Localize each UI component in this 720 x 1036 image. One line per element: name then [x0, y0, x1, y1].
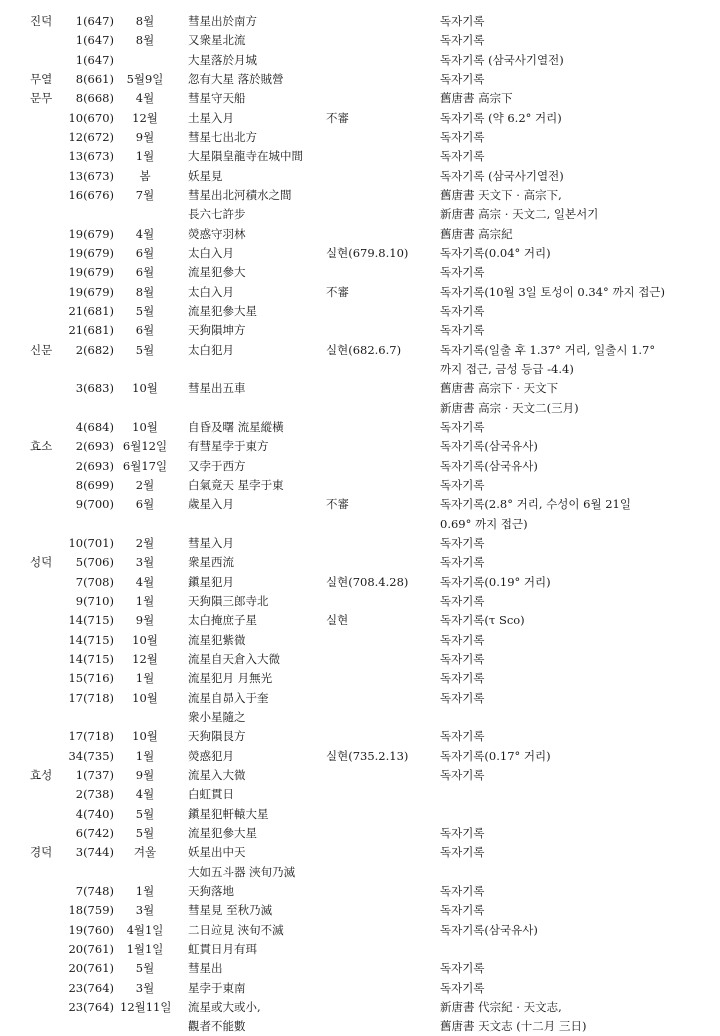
- table-row: [0, 225, 720, 244]
- king-cell: 무열: [30, 71, 53, 86]
- source-cell: 舊唐書 高宗下 · 天文下: [440, 381, 559, 396]
- year-cell: 15(716): [68, 671, 114, 686]
- verification-cell: 실현(679.8.10): [326, 245, 409, 260]
- event-cell: 衆小星隨之: [188, 709, 246, 724]
- table-row: [0, 51, 720, 70]
- table-row: [0, 128, 720, 147]
- source-cell: 新唐書 高宗 · 天文二, 일본서기: [440, 207, 599, 222]
- event-cell: 彗星守天船: [188, 91, 246, 106]
- event-cell: 鎭星犯軒轅大星: [188, 806, 269, 821]
- table-row: [0, 302, 720, 321]
- month-cell: 1월: [135, 593, 155, 608]
- month-cell: 5월: [135, 342, 155, 357]
- month-cell: 7월: [135, 187, 155, 202]
- source-cell: 독자기록(0.19° 거리): [440, 574, 551, 589]
- year-cell: 16(676): [68, 187, 114, 202]
- table-row: [0, 167, 720, 186]
- table-row: [0, 998, 720, 1017]
- month-cell: 3월: [135, 903, 155, 918]
- month-cell: 1월1일: [126, 941, 164, 956]
- event-cell: 流星犯參大星: [188, 825, 257, 840]
- year-cell: 13(673): [68, 168, 114, 183]
- month-cell: 4월: [135, 787, 155, 802]
- verification-cell: 不審: [326, 497, 349, 512]
- event-cell: 天狗隕艮方: [188, 729, 246, 744]
- event-cell: 熒惑犯月: [188, 748, 234, 763]
- event-cell: 彗星七出北方: [188, 129, 257, 144]
- verification-cell: 不審: [326, 284, 349, 299]
- event-cell: 太白掩庶子星: [188, 613, 257, 628]
- year-cell: 21(681): [68, 303, 114, 318]
- year-cell: 4(684): [75, 419, 114, 434]
- table-row: [0, 205, 720, 224]
- event-cell: 又衆星北流: [188, 33, 246, 48]
- year-cell: 9(700): [75, 497, 114, 512]
- month-cell: 6월: [135, 323, 155, 338]
- year-cell: 2(693): [75, 439, 114, 454]
- table-row: [0, 727, 720, 746]
- year-cell: 8(661): [75, 71, 114, 86]
- event-cell: 彗星出五車: [188, 381, 246, 396]
- king-cell: 성덕: [30, 555, 53, 570]
- event-cell: 自昏及曙 流星縱橫: [188, 419, 284, 434]
- event-cell: 彗星見 至秋乃滅: [188, 903, 273, 918]
- table-row: [0, 534, 720, 553]
- event-cell: 天狗隕三郎寺北: [188, 593, 269, 608]
- king-cell: 효성: [30, 767, 53, 782]
- month-cell: 8월: [135, 14, 155, 28]
- month-cell: 6월: [135, 265, 155, 280]
- month-cell: 3월: [135, 980, 155, 995]
- event-cell: 熒惑守羽林: [188, 226, 246, 241]
- month-cell: 2월: [135, 535, 155, 550]
- table-row: [0, 12, 720, 31]
- table-row: [0, 457, 720, 476]
- month-cell: 1월: [135, 748, 155, 763]
- month-cell: 6월17일: [122, 458, 168, 473]
- event-cell: 太白犯月: [188, 342, 234, 357]
- event-cell: 流星或大或小,: [188, 999, 261, 1014]
- event-cell: 虹貫日月有珥: [188, 941, 257, 956]
- source-cell: 독자기록 (삼국사기열전): [440, 52, 564, 67]
- year-cell: 9(710): [75, 593, 114, 608]
- event-cell: 土星入月: [188, 110, 234, 125]
- month-cell: 6월: [135, 245, 155, 260]
- source-cell: 독자기록: [440, 323, 485, 338]
- year-cell: 2(738): [75, 787, 114, 802]
- event-cell: 妖星出中天: [188, 845, 246, 860]
- table-row: [0, 1017, 720, 1036]
- table-row: [0, 341, 720, 360]
- year-cell: 1(737): [75, 767, 114, 782]
- event-cell: 流星入大微: [188, 767, 246, 782]
- event-cell: 白虹貫日: [188, 787, 234, 802]
- source-cell: 독자기록: [440, 303, 485, 318]
- source-cell: 독자기록(2.8° 거리, 수성이 6월 21일: [440, 497, 631, 512]
- event-cell: 白氣竟天 星孛于東: [188, 477, 284, 492]
- table-row: [0, 553, 720, 572]
- table-row: [0, 147, 720, 166]
- source-cell: 독자기록(0.04° 거리): [440, 245, 551, 260]
- table-row: [0, 244, 720, 263]
- source-cell: 舊唐書 天文志 (十二月 三日): [440, 1019, 587, 1034]
- verification-cell: 실현(708.4.28): [326, 574, 409, 589]
- source-cell: 舊唐書 高宗紀: [440, 226, 513, 241]
- month-cell: 12월: [132, 110, 158, 125]
- table-row: [0, 940, 720, 959]
- year-cell: 13(673): [68, 149, 114, 164]
- table-row: [0, 476, 720, 495]
- event-cell: 流星犯參大: [188, 265, 246, 280]
- source-cell: 독자기록: [440, 767, 485, 782]
- source-cell: 독자기록: [440, 129, 485, 144]
- table-row: [0, 437, 720, 456]
- month-cell: 4월: [135, 574, 155, 589]
- table-row: [0, 979, 720, 998]
- source-cell: 독자기록: [440, 690, 485, 705]
- event-cell: 有彗星孛于東方: [188, 439, 269, 454]
- month-cell: 10월: [132, 729, 158, 744]
- event-cell: 流星犯參大星: [188, 303, 257, 318]
- table-row: [0, 263, 720, 282]
- source-cell: 독자기록: [440, 825, 485, 840]
- month-cell: 9월: [135, 613, 155, 628]
- source-cell: 까지 접근, 금성 등급 -4.4): [440, 361, 574, 376]
- table-row: [0, 766, 720, 785]
- month-cell: 12월: [132, 651, 158, 666]
- year-cell: 4(740): [75, 806, 114, 821]
- table-row: [0, 611, 720, 630]
- table-row: [0, 360, 720, 379]
- event-cell: 歲星入月: [188, 497, 234, 512]
- table-row: [0, 824, 720, 843]
- source-cell: 독자기록(삼국유사): [440, 458, 538, 473]
- source-cell: 독자기록: [440, 651, 485, 666]
- event-cell: 鎭星犯月: [188, 574, 234, 589]
- source-cell: 舊唐書 高宗下: [440, 91, 513, 106]
- source-cell: 독자기록: [440, 845, 485, 860]
- month-cell: 8월: [135, 284, 155, 299]
- month-cell: 5월: [135, 961, 155, 976]
- event-cell: 長六七許步: [188, 207, 246, 222]
- king-cell: 신문: [30, 342, 53, 357]
- event-cell: 流星自昴入于奎: [188, 690, 269, 705]
- source-cell: 독자기록(10월 3일 토성이 0.34° 까지 접근): [440, 284, 665, 299]
- year-cell: 14(715): [68, 632, 114, 647]
- year-cell: 6(742): [75, 825, 114, 840]
- event-cell: 大如五斗器 浹旬乃滅: [188, 864, 296, 879]
- event-cell: 衆星西流: [188, 555, 234, 570]
- month-cell: 1월: [135, 149, 155, 164]
- table-row: [0, 89, 720, 108]
- month-cell: 4월: [135, 91, 155, 106]
- month-cell: 5월: [135, 825, 155, 840]
- month-cell: 6월12일: [122, 439, 168, 454]
- year-cell: 10(670): [68, 110, 114, 125]
- year-cell: 19(679): [68, 226, 114, 241]
- month-cell: 9월: [135, 129, 155, 144]
- month-cell: 10월: [132, 690, 158, 705]
- event-cell: 天狗隕坤方: [188, 323, 246, 338]
- month-cell: 9월: [135, 767, 155, 782]
- source-cell: 독자기록(삼국유사): [440, 439, 538, 454]
- source-cell: 독자기록: [440, 632, 485, 647]
- table-row: [0, 843, 720, 862]
- month-cell: 5월9일: [126, 71, 164, 86]
- event-cell: 又孛于西方: [188, 458, 246, 473]
- year-cell: 14(715): [68, 613, 114, 628]
- month-cell: 1월: [135, 671, 155, 686]
- event-cell: 流星犯紫微: [188, 632, 246, 647]
- table-row: [0, 573, 720, 592]
- table-row: [0, 650, 720, 669]
- month-cell: 3월: [135, 555, 155, 570]
- year-cell: 1(647): [75, 52, 114, 67]
- year-cell: 7(748): [75, 883, 114, 898]
- event-cell: 大星隕皇龍寺在城中間: [188, 149, 303, 164]
- year-cell: 17(718): [68, 690, 114, 705]
- source-cell: 독자기록: [440, 961, 485, 976]
- month-cell: 10월: [132, 381, 158, 396]
- event-cell: 太白入月: [188, 284, 234, 299]
- year-cell: 19(760): [68, 922, 114, 937]
- year-cell: 19(679): [68, 284, 114, 299]
- table-row: [0, 283, 720, 302]
- year-cell: 10(701): [68, 535, 114, 550]
- verification-cell: 실현(735.2.13): [326, 748, 409, 763]
- year-cell: 20(761): [68, 961, 114, 976]
- source-cell: 독자기록(일출 후 1.37° 거리, 일출시 1.7°: [440, 342, 656, 357]
- table-row: [0, 631, 720, 650]
- year-cell: 12(672): [68, 129, 114, 144]
- month-cell: 4월: [135, 226, 155, 241]
- source-cell: 독자기록(τ Sco): [440, 613, 525, 628]
- source-cell: 독자기록 (약 6.2° 거리): [440, 110, 562, 125]
- month-cell: 5월: [135, 303, 155, 318]
- event-cell: 天狗落地: [188, 883, 234, 898]
- source-cell: 독자기록 (삼국사기열전): [440, 168, 564, 183]
- table-row: [0, 708, 720, 727]
- table-row: [0, 882, 720, 901]
- verification-cell: 不審: [326, 110, 349, 125]
- source-cell: 독자기록: [440, 33, 485, 48]
- source-cell: 舊唐書 天文下 · 高宗下,: [440, 187, 562, 202]
- year-cell: 8(699): [75, 477, 114, 492]
- month-cell: 5월: [135, 806, 155, 821]
- table-row: [0, 901, 720, 920]
- table-row: [0, 669, 720, 688]
- table-row: [0, 70, 720, 89]
- event-cell: 妖星見: [188, 168, 223, 183]
- event-cell: 彗星出: [188, 961, 223, 976]
- year-cell: 2(693): [75, 458, 114, 473]
- year-cell: 3(744): [75, 845, 114, 860]
- table-row: [0, 109, 720, 128]
- king-cell: 경덕: [30, 845, 53, 860]
- year-cell: 3(683): [75, 381, 114, 396]
- event-cell: 星孛于東南: [188, 980, 246, 995]
- table-row: [0, 379, 720, 398]
- month-cell: 10월: [132, 632, 158, 647]
- source-cell: 독자기록(0.17° 거리): [440, 748, 551, 763]
- year-cell: 8(668): [75, 91, 114, 106]
- event-cell: 觀者不能數: [188, 1019, 246, 1034]
- table-row: [0, 689, 720, 708]
- source-cell: 독자기록: [440, 535, 485, 550]
- source-cell: 독자기록: [440, 729, 485, 744]
- table-row: [0, 863, 720, 882]
- month-cell: 12월11일: [120, 999, 172, 1014]
- year-cell: 34(735): [68, 748, 114, 763]
- year-cell: 5(706): [75, 555, 114, 570]
- table-row: [0, 515, 720, 534]
- event-cell: 流星犯月 月無光: [188, 671, 273, 686]
- month-cell: 6월: [135, 497, 155, 512]
- king-cell: 효소: [30, 439, 53, 454]
- month-cell: 4월1일: [126, 922, 164, 937]
- source-cell: 독자기록: [440, 903, 485, 918]
- year-cell: 18(759): [68, 903, 114, 918]
- month-cell: 8월: [135, 33, 155, 48]
- source-cell: 新唐書 代宗紀 · 天文志,: [440, 999, 562, 1014]
- table-row: [0, 805, 720, 824]
- verification-cell: 실현: [326, 613, 349, 628]
- source-cell: 독자기록: [440, 555, 485, 570]
- year-cell: 21(681): [68, 323, 114, 338]
- event-cell: 二日竝見 浹旬不滅: [188, 922, 284, 937]
- year-cell: 23(764): [68, 980, 114, 995]
- year-cell: 19(679): [68, 245, 114, 260]
- table-row: [0, 418, 720, 437]
- table-row: [0, 495, 720, 514]
- table-row: [0, 747, 720, 766]
- table-row: [0, 321, 720, 340]
- source-cell: 독자기록: [440, 671, 485, 686]
- year-cell: 7(708): [75, 574, 114, 589]
- source-cell: 독자기록: [440, 71, 485, 86]
- table-row: [0, 31, 720, 50]
- table-row: [0, 959, 720, 978]
- table-row: [0, 186, 720, 205]
- king-cell: 진덕: [30, 14, 53, 28]
- source-cell: 0.69° 까지 접근): [440, 516, 528, 531]
- source-cell: 독자기록: [440, 149, 485, 164]
- year-cell: 14(715): [68, 651, 114, 666]
- event-cell: 太白入月: [188, 245, 234, 260]
- verification-cell: 실현(682.6.7): [326, 342, 402, 357]
- table-row: [0, 785, 720, 804]
- source-cell: 독자기록: [440, 593, 485, 608]
- month-cell: 2월: [135, 477, 155, 492]
- king-cell: 문무: [30, 91, 53, 106]
- event-cell: 彗星入月: [188, 535, 234, 550]
- source-cell: 독자기록(삼국유사): [440, 922, 538, 937]
- year-cell: 23(764): [68, 999, 114, 1014]
- table-row: [0, 921, 720, 940]
- month-cell: 겨울: [133, 845, 157, 860]
- year-cell: 17(718): [68, 729, 114, 744]
- year-cell: 1(647): [75, 14, 114, 28]
- month-cell: 봄: [139, 168, 151, 183]
- event-cell: 大星落於月城: [188, 52, 257, 67]
- source-cell: 독자기록: [440, 419, 485, 434]
- event-cell: 彗星出於南方: [188, 14, 257, 28]
- year-cell: 19(679): [68, 265, 114, 280]
- source-cell: 독자기록: [440, 980, 485, 995]
- source-cell: 독자기록: [440, 265, 485, 280]
- event-cell: 忽有大星 落於賊營: [188, 71, 284, 86]
- event-cell: 彗星出北河積水之間: [188, 187, 292, 202]
- source-cell: 독자기록: [440, 477, 485, 492]
- source-cell: 독자기록: [440, 883, 485, 898]
- year-cell: 2(682): [75, 342, 114, 357]
- table-row: [0, 399, 720, 418]
- event-cell: 流星自天倉入大微: [188, 651, 280, 666]
- table-row: [0, 592, 720, 611]
- month-cell: 1월: [135, 883, 155, 898]
- source-cell: 독자기록: [440, 14, 485, 28]
- source-cell: 新唐書 高宗 · 天文二(三月): [440, 400, 579, 415]
- month-cell: 10월: [132, 419, 158, 434]
- year-cell: 20(761): [68, 941, 114, 956]
- year-cell: 1(647): [75, 33, 114, 48]
